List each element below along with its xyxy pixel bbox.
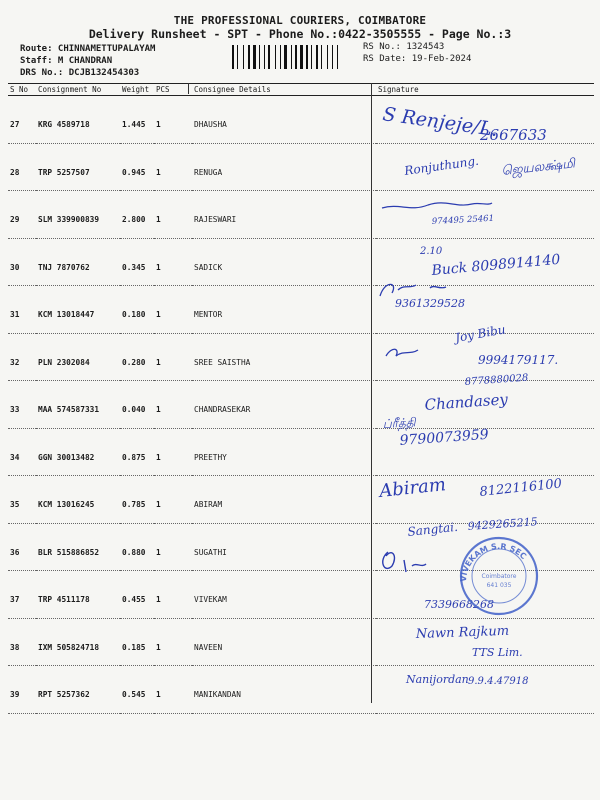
col-pcs: PCS xyxy=(154,84,192,96)
cell-consignment: TRP 5257507 xyxy=(36,143,120,191)
sig-27: S Renjeje/L. xyxy=(381,103,500,142)
cell-sno: 37 xyxy=(8,571,36,619)
cell-pcs: 1 xyxy=(154,666,192,714)
cell-pcs: 1 xyxy=(154,571,192,619)
sig-38: Nawn Rajkum xyxy=(415,623,510,642)
sig-39: Nanijordan xyxy=(406,673,469,686)
sig-36: Sangtai. xyxy=(406,519,459,539)
table-row xyxy=(8,333,594,381)
stamp-city: Coimbatore xyxy=(481,573,517,580)
cell-consignment: KCM 13018447 xyxy=(36,286,120,334)
sig-32: Joy Bibu xyxy=(454,322,507,345)
cell-pcs: 1 xyxy=(154,618,192,666)
table-row xyxy=(8,191,594,239)
cell-consignment: MAA 574587331 xyxy=(36,381,120,429)
cell-sno: 32 xyxy=(8,333,36,381)
cell-consignment: RPT 5257362 xyxy=(36,666,120,714)
cell-pcs: 1 xyxy=(154,333,192,381)
table-row xyxy=(8,666,594,714)
drs-number: DRS No.: DCJB132454303 xyxy=(20,68,140,78)
cell-consignee: MENTOR xyxy=(192,286,376,334)
cell-consignee: CHANDRASEKAR xyxy=(192,381,376,429)
sig-36-phone: 9429265215 xyxy=(467,515,539,533)
cell-consignee: SREE SAISTHA xyxy=(192,333,376,381)
col-consignment: Consignment No xyxy=(36,84,120,96)
cell-consignment: BLR 515886852 xyxy=(36,523,120,571)
cell-signature xyxy=(376,476,594,524)
cell-sno: 30 xyxy=(8,238,36,286)
sig-33-phone: 8778880028 xyxy=(464,372,529,388)
cell-consignment: IXM 505824718 xyxy=(36,618,120,666)
table-row xyxy=(8,428,594,476)
cell-signature xyxy=(376,191,594,239)
cell-pcs: 1 xyxy=(154,428,192,476)
cell-sno: 35 xyxy=(8,476,36,524)
cell-signature xyxy=(376,333,594,381)
cell-consignment: TRP 4511178 xyxy=(36,571,120,619)
cell-consignee: MANIKANDAN xyxy=(192,666,376,714)
cell-sno: 38 xyxy=(8,618,36,666)
cell-signature xyxy=(376,428,594,476)
table-row xyxy=(8,143,594,191)
cell-consignee: PREETHY xyxy=(192,428,376,476)
cell-weight: 0.280 xyxy=(120,333,154,381)
cell-weight: 0.455 xyxy=(120,571,154,619)
cell-pcs: 1 xyxy=(154,143,192,191)
sig-35: Abiram xyxy=(378,474,447,502)
cell-consignment: GGN 30013482 xyxy=(36,428,120,476)
cell-signature xyxy=(376,143,594,191)
cell-signature xyxy=(376,286,594,334)
sig-31-phone: 9361329528 xyxy=(395,297,465,310)
cell-consignment: KRG 4589718 xyxy=(36,96,120,144)
cell-weight: 0.880 xyxy=(120,523,154,571)
cell-weight: 0.945 xyxy=(120,143,154,191)
sig-38-note: TTS Lim. xyxy=(472,646,523,659)
table-header-row xyxy=(8,84,594,96)
staff-label: Staff: M CHANDRAN xyxy=(20,56,113,66)
header-divider xyxy=(188,83,189,94)
cell-weight: 0.040 xyxy=(120,381,154,429)
cell-sno: 28 xyxy=(8,143,36,191)
cell-signature xyxy=(376,571,594,619)
table-row xyxy=(8,476,594,524)
sig-34-phone: 9790073959 xyxy=(399,426,490,449)
cell-pcs: 1 xyxy=(154,476,192,524)
cell-consignee: ABIRAM xyxy=(192,476,376,524)
cell-sno: 27 xyxy=(8,96,36,144)
sig-28-tamil: ஜெயலக்ஷ்மி xyxy=(500,156,576,179)
sig-28: Ronjuthung. xyxy=(403,153,480,178)
cell-weight: 2.800 xyxy=(120,191,154,239)
sig-35-phone: 8122116100 xyxy=(478,476,563,500)
cell-sno: 29 xyxy=(8,191,36,239)
route-label: Route: CHINNAMETTUPALAYAM xyxy=(20,44,156,54)
sig-30-note: 2.10 xyxy=(420,246,443,257)
cell-signature xyxy=(376,523,594,571)
cell-consignment: PLN 2302084 xyxy=(36,333,120,381)
sig-27-phone: 2667633 xyxy=(480,126,547,144)
table-row xyxy=(8,286,594,334)
barcode xyxy=(232,45,350,69)
cell-sno: 34 xyxy=(8,428,36,476)
cell-sno: 39 xyxy=(8,666,36,714)
cell-consignee: VIVEKAM xyxy=(192,571,376,619)
table-row xyxy=(8,238,594,286)
cell-pcs: 1 xyxy=(154,286,192,334)
sig-39-phone: 9.9.4.47918 xyxy=(468,676,529,687)
runsheet-table xyxy=(8,83,594,714)
cell-consignee: RENUGA xyxy=(192,143,376,191)
cell-sno: 36 xyxy=(8,523,36,571)
cell-consignee: DHAUSHA xyxy=(192,96,376,144)
cell-signature xyxy=(376,618,594,666)
cell-consignee: SUGATHI xyxy=(192,523,376,571)
cell-pcs: 1 xyxy=(154,191,192,239)
sig-33: Chandasey xyxy=(424,390,509,414)
cell-weight: 0.785 xyxy=(120,476,154,524)
cell-signature xyxy=(376,381,594,429)
company-title: THE PROFESSIONAL COURIERS, COIMBATORE xyxy=(173,14,427,27)
cell-pcs: 1 xyxy=(154,96,192,144)
cell-weight: 0.180 xyxy=(120,286,154,334)
cell-consignment: TNJ 7870762 xyxy=(36,238,120,286)
runsheet-subtitle: Delivery Runsheet - SPT - Phone No.:0422-3505555 - Page No.:3 xyxy=(88,27,512,41)
cell-pcs: 1 xyxy=(154,381,192,429)
cell-sno: 31 xyxy=(8,286,36,334)
cell-consignment: SLM 339900839 xyxy=(36,191,120,239)
col-signature: Signature xyxy=(376,84,594,96)
sig-29-phone: 974495 25461 xyxy=(431,213,495,227)
cell-weight: 0.345 xyxy=(120,238,154,286)
sig-34-tamil: ப்ரீத்தி xyxy=(382,415,416,431)
cell-consignment: KCM 13016245 xyxy=(36,476,120,524)
cell-signature xyxy=(376,238,594,286)
rs-number: RS No.: 1324543 xyxy=(363,42,445,52)
cell-signature xyxy=(376,666,594,714)
cell-pcs: 1 xyxy=(154,238,192,286)
cell-signature xyxy=(376,96,594,144)
cell-weight: 0.185 xyxy=(120,618,154,666)
col-sno: S No xyxy=(8,84,36,96)
cell-consignee: NAVEEN xyxy=(192,618,376,666)
col-weight: Weight xyxy=(120,84,154,96)
cell-consignee: RAJESWARI xyxy=(192,191,376,239)
table-row xyxy=(8,618,594,666)
signature-divider xyxy=(371,83,372,703)
stamp-text: VIVEKAM S.R SEC xyxy=(458,541,529,583)
table-row xyxy=(8,571,594,619)
sig-38-phone: 7339668268 xyxy=(424,598,494,611)
table-row xyxy=(8,96,594,144)
table-row xyxy=(8,381,594,429)
cell-sno: 33 xyxy=(8,381,36,429)
sig-30: Buck 8098914140 xyxy=(430,251,562,279)
cell-consignee: SADICK xyxy=(192,238,376,286)
cell-pcs: 1 xyxy=(154,523,192,571)
stamp-pin: 641 035 xyxy=(486,582,512,589)
rs-date: RS Date: 19-Feb-2024 xyxy=(363,54,472,64)
cell-weight: 0.545 xyxy=(120,666,154,714)
sig-32-phone: 9994179117. xyxy=(478,353,559,367)
col-consignee: Consignee Details xyxy=(192,84,376,96)
cell-weight: 0.875 xyxy=(120,428,154,476)
cell-weight: 1.445 xyxy=(120,96,154,144)
table-row xyxy=(8,523,594,571)
